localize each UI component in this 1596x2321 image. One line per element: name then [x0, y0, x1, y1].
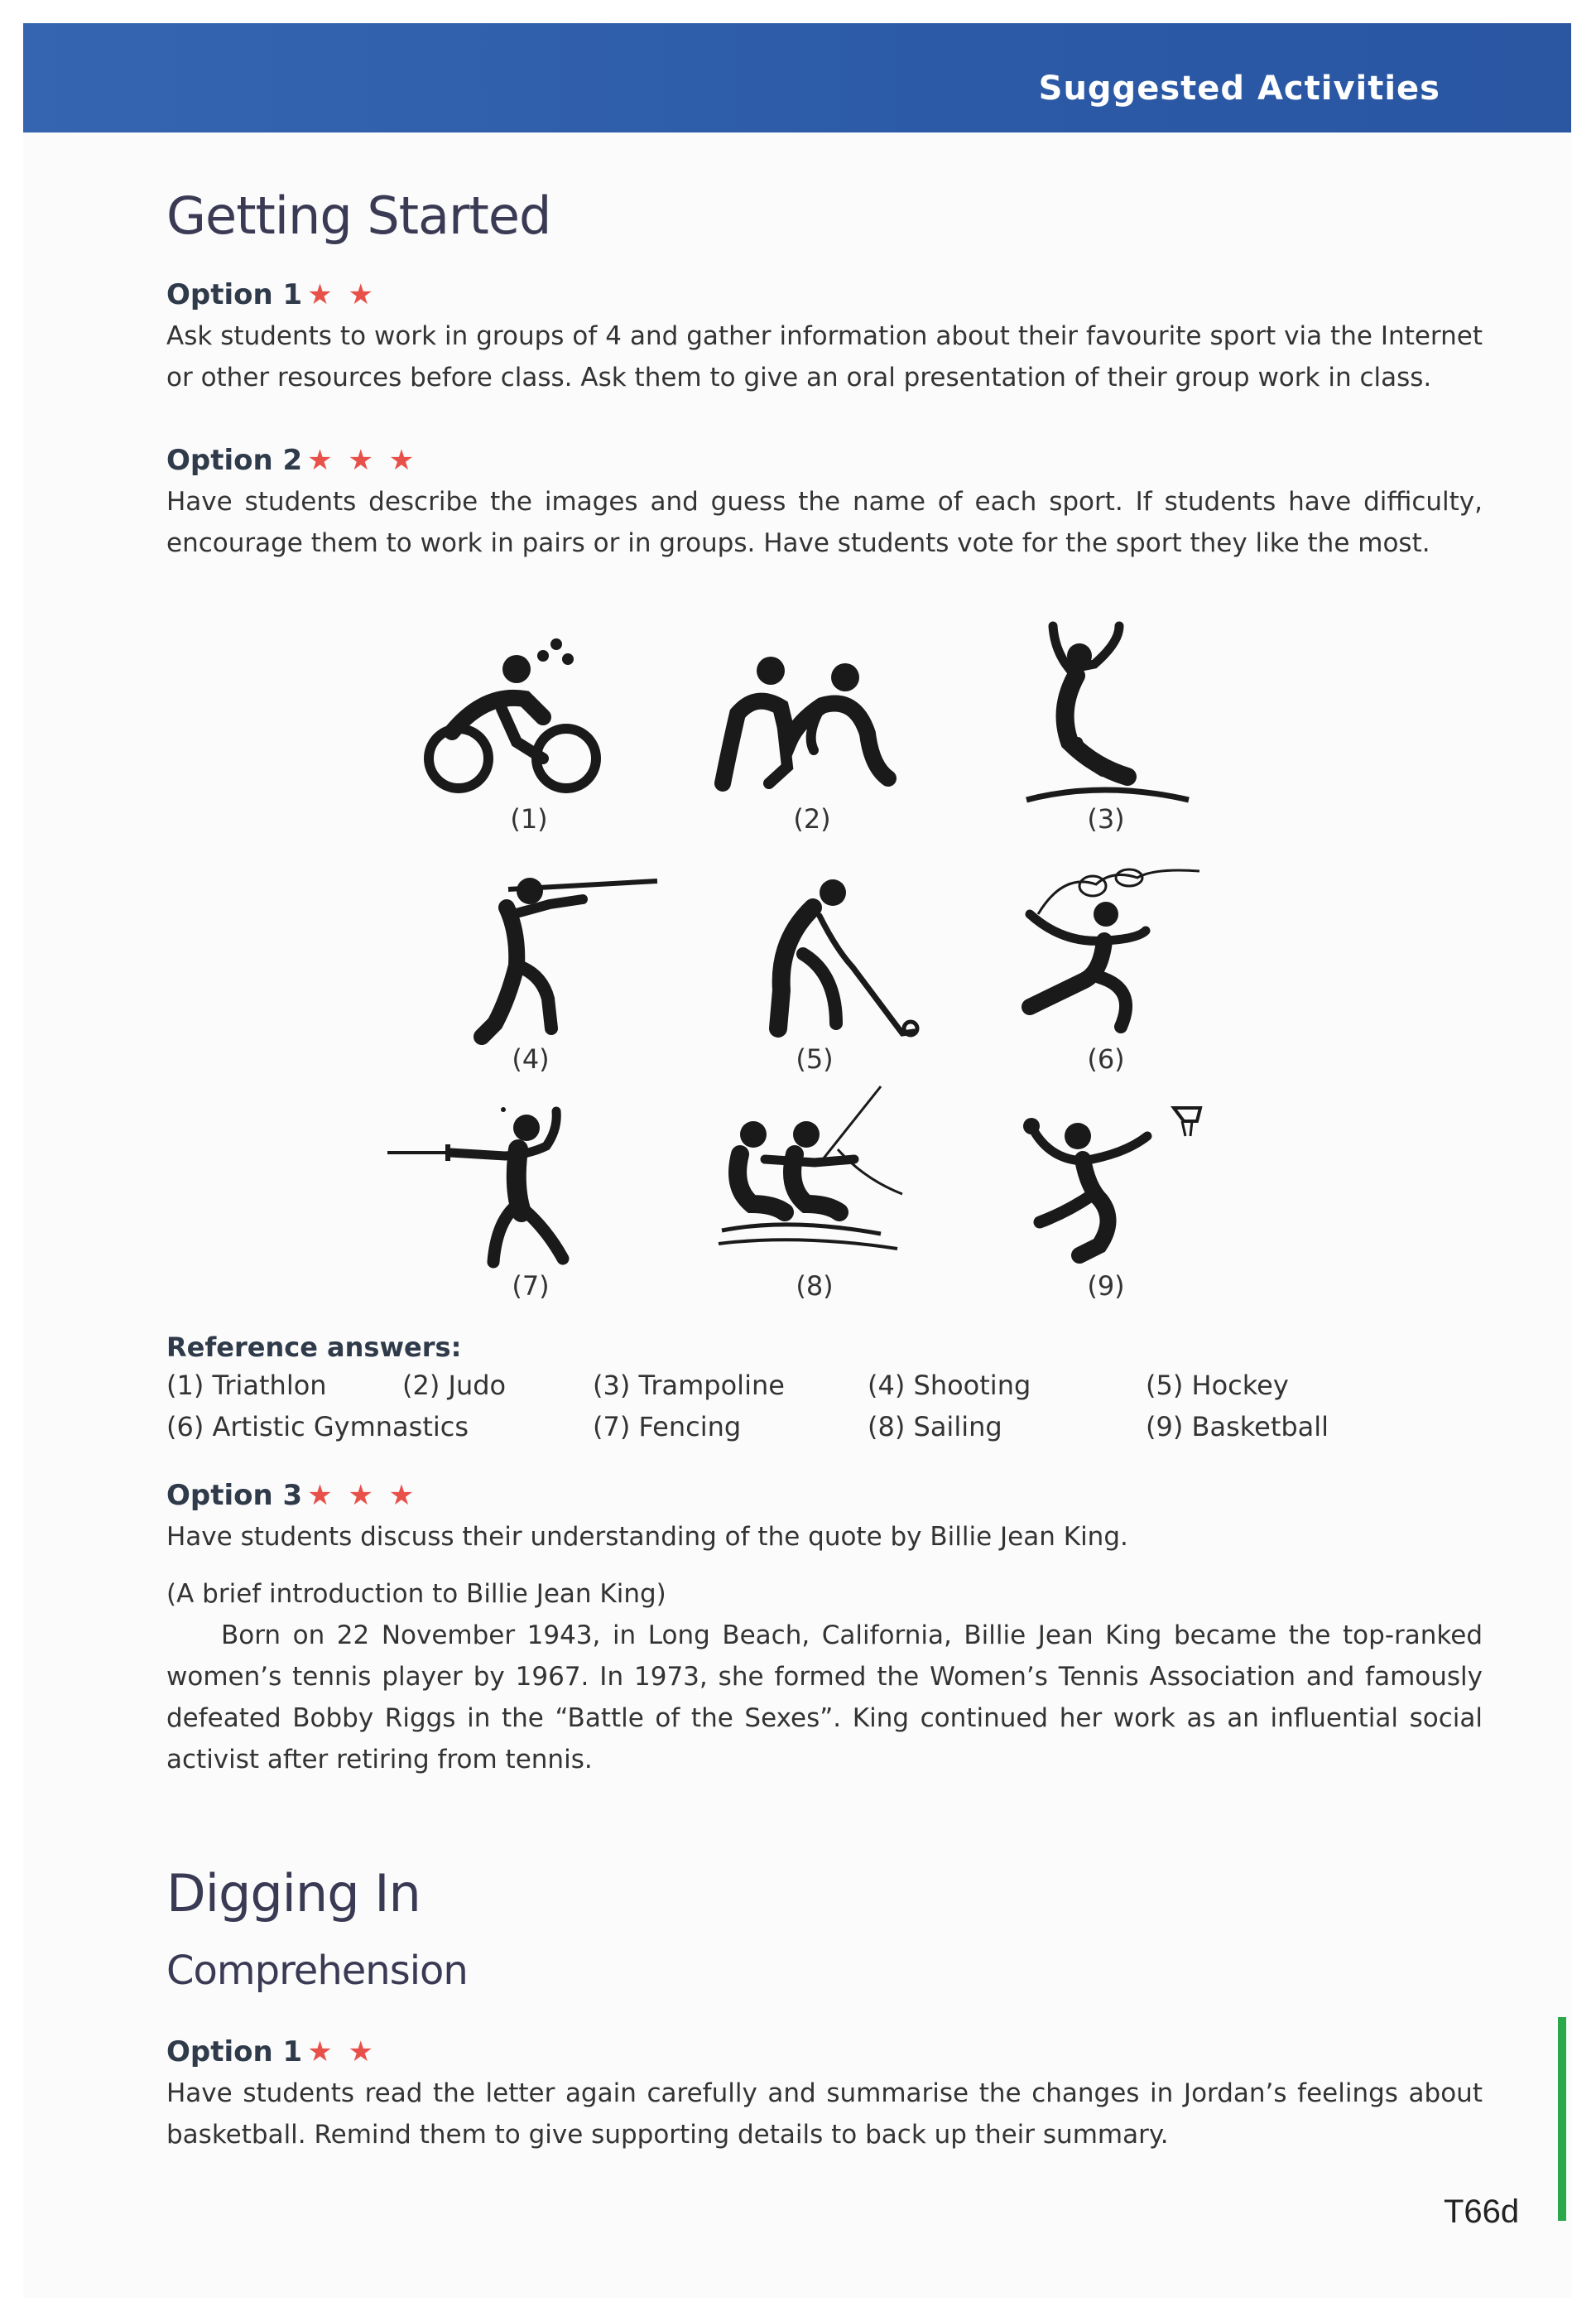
- gymnastics-icon: [1013, 864, 1212, 1038]
- header-band: [23, 23, 1571, 132]
- sailing-icon: [715, 1080, 914, 1262]
- caption-4: (4): [512, 1043, 550, 1075]
- caption-5: (5): [796, 1043, 834, 1075]
- subsection-title-comprehension: Comprehension: [166, 1948, 468, 1994]
- basketball-icon: [1008, 1096, 1223, 1270]
- answer-3: (3) Trampoline: [593, 1370, 785, 1401]
- answer-7: (7) Fencing: [593, 1411, 742, 1442]
- answer-5: (5) Hockey: [1146, 1370, 1289, 1401]
- section-title-getting-started: Getting Started: [166, 185, 551, 246]
- answer-2: (2) Judo: [402, 1370, 507, 1401]
- answer-1: (1) Triathlon: [166, 1370, 327, 1401]
- answer-4: (4) Shooting: [868, 1370, 1031, 1401]
- caption-9: (9): [1087, 1270, 1125, 1302]
- option-3-heading: [166, 1479, 417, 1512]
- caption-7: (7): [512, 1270, 550, 1302]
- answer-9: (9) Basketball: [1146, 1411, 1329, 1442]
- option-label: Option 2: [166, 444, 303, 477]
- hockey-icon: [745, 874, 927, 1048]
- triathlon-icon: [419, 634, 634, 800]
- accent-bar: [1558, 2017, 1566, 2221]
- option-1-text: Ask students to work in groups of 4 and gather information about their favourite sport via the Internet or other resources before class. Ask them to give an oral presentation of their group work in class.: [166, 321, 1483, 392]
- option-2-text: Have students describe the images and guess the name of each sport. If students have difficulty, encourage them to work in pairs or in groups. Have students vote for the sport they like the most.: [166, 487, 1483, 558]
- caption-3: (3): [1087, 803, 1125, 835]
- stars-icon: ★ ★ ★: [307, 444, 418, 477]
- option-label: Option 1: [166, 278, 303, 311]
- option-1-heading: [166, 278, 377, 311]
- reference-answers-title: Reference answers:: [166, 1331, 462, 1363]
- digging-option-1-text: Have students read the letter again carefully and summarise the changes in Jordan’s feelings about basketball. Remind them to give supporting details to back up their summary.: [166, 2078, 1483, 2150]
- stars-icon: ★ ★: [307, 278, 377, 311]
- caption-1: (1): [510, 803, 548, 835]
- digging-option-1-heading: [166, 2035, 377, 2068]
- answer-8: (8) Sailing: [868, 1411, 1002, 1442]
- caption-2: (2): [793, 803, 831, 835]
- shooting-icon: [459, 874, 666, 1048]
- stars-icon: ★ ★: [307, 2035, 377, 2068]
- answer-6: (6) Artistic Gymnastics: [166, 1411, 469, 1442]
- intro-text: Born on 22 November 1943, in Long Beach, California, Billie Jean King became the top-ranked women’s tennis player by 1967. In 1973, she formed the Women’s Tennis Association and famously defeated Bobby Riggs in the “Battle of the Sexes”. King continued her work as an influential social activist after retiring from tennis.: [166, 1620, 1483, 1774]
- stars-icon: ★ ★ ★: [307, 1479, 418, 1512]
- header-title: Suggested Activities: [1038, 70, 1440, 108]
- option-label: Option 1: [166, 2035, 303, 2068]
- page-number: T66d: [1444, 2193, 1520, 2230]
- option-2-heading: [166, 444, 417, 477]
- section-title-digging-in: Digging In: [166, 1863, 421, 1924]
- option-label: Option 3: [166, 1479, 303, 1512]
- fencing-icon: [381, 1096, 613, 1278]
- judo-icon: [698, 643, 913, 800]
- caption-8: (8): [796, 1270, 834, 1302]
- caption-6: (6): [1087, 1043, 1125, 1075]
- intro-title: (A brief introduction to Billie Jean King): [166, 1579, 666, 1609]
- trampoline-icon: [1012, 618, 1202, 808]
- option-3-text: Have students discuss their understanding of the quote by Billie Jean King.: [166, 1522, 1128, 1552]
- page: [23, 23, 1571, 2298]
